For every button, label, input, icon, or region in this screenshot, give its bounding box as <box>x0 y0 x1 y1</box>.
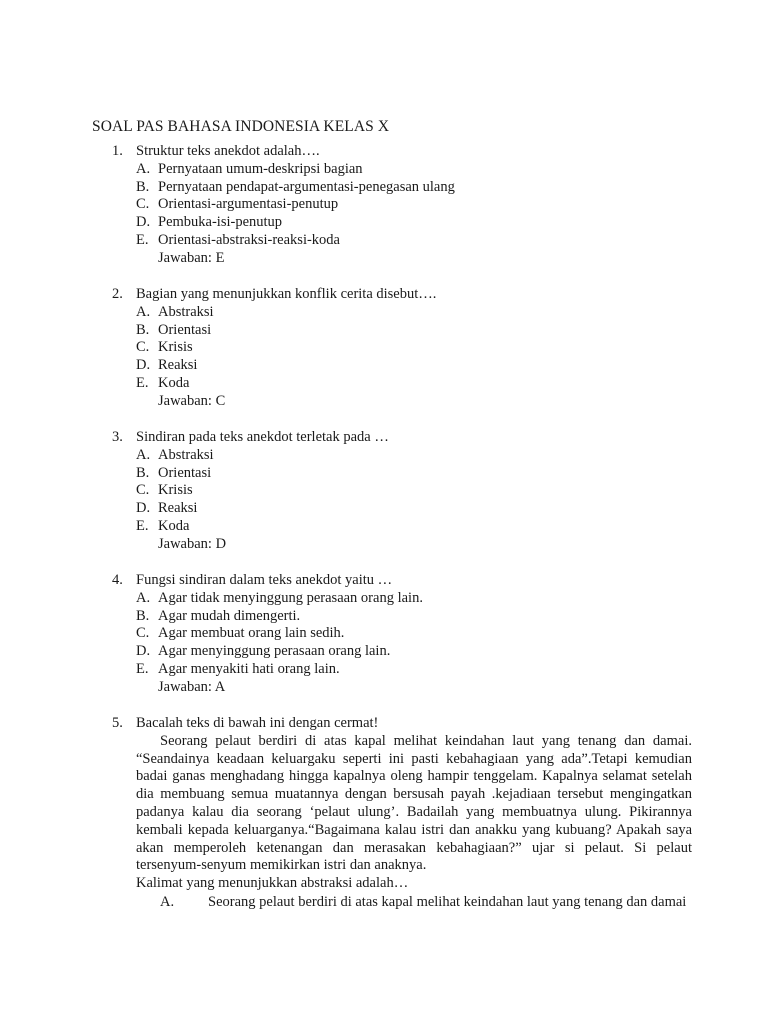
question-stem <box>112 572 692 590</box>
option-b <box>112 608 692 626</box>
option-text: Pernyataan umum-deskripsi bagian <box>158 160 363 177</box>
option-d <box>112 643 692 661</box>
answer-key: Jawaban: A <box>158 678 226 695</box>
option-e <box>112 661 692 679</box>
option-e <box>112 232 692 250</box>
option-text: Reaksi <box>158 500 198 517</box>
option-letter: C. <box>136 196 150 213</box>
option-letter: D. <box>136 500 151 517</box>
option-a <box>112 304 692 322</box>
question-number: 3. <box>112 429 123 445</box>
option-text: Krisis <box>158 482 193 499</box>
question-number: 4. <box>112 572 123 588</box>
question-number: 2. <box>112 286 123 302</box>
option-e <box>112 375 692 393</box>
question-stem <box>112 286 692 304</box>
option-text: Agar tidak menyinggung perasaan orang lain. <box>158 589 423 606</box>
option-text: Krisis <box>158 339 193 356</box>
option-letter: E. <box>136 231 149 248</box>
option-b <box>112 465 692 483</box>
option-a <box>112 894 692 912</box>
option-text: Pembuka-isi-penutup <box>158 214 283 231</box>
question-stem <box>112 143 692 161</box>
option-text: Koda <box>158 517 190 534</box>
question-text: Sindiran pada teks anekdot terletak pada … <box>136 429 389 445</box>
option-letter: A. <box>136 303 151 320</box>
question-number: 5. <box>112 715 123 731</box>
option-letter: C. <box>136 625 150 642</box>
answer-key: Jawaban: C <box>158 392 226 409</box>
option-letter: B. <box>136 464 150 481</box>
option-b <box>112 322 692 340</box>
question-stem <box>112 715 692 733</box>
question-text: Struktur teks anekdot adalah…. <box>136 143 320 159</box>
option-letter: A. <box>136 160 151 177</box>
option-d <box>112 214 692 232</box>
question-5 <box>112 715 692 912</box>
question-text: Fungsi sindiran dalam teks anekdot yaitu … <box>136 572 393 588</box>
answer-key: Jawaban: E <box>158 249 225 266</box>
reading-passage <box>112 733 692 893</box>
option-letter: B. <box>136 321 150 338</box>
option-text: Orientasi <box>158 464 212 481</box>
option-a <box>112 161 692 179</box>
option-d <box>112 500 692 518</box>
option-a <box>112 590 692 608</box>
option-text: Abstraksi <box>158 446 214 463</box>
option-text: Pernyataan pendapat-argumentasi-penegasan ulang <box>158 178 455 195</box>
question-text: Bagian yang menunjukkan konflik cerita disebut…. <box>136 286 437 302</box>
question-prompt: Kalimat yang menunjukkan abstraksi adalah… <box>136 875 409 892</box>
option-a <box>112 447 692 465</box>
option-e <box>112 518 692 536</box>
option-text: Agar mudah dimengerti. <box>158 607 301 624</box>
option-letter: A. <box>160 893 175 910</box>
option-text: Koda <box>158 374 190 391</box>
option-letter: C. <box>136 339 150 356</box>
question-stem <box>112 429 692 447</box>
option-letter: A. <box>136 589 151 606</box>
answer-key: Jawaban: D <box>158 535 227 552</box>
option-text: Agar menyakiti hati orang lain. <box>158 660 340 677</box>
option-c <box>112 482 692 500</box>
question-4 <box>112 572 692 697</box>
question-number: 1. <box>112 143 123 159</box>
option-letter: B. <box>136 607 150 624</box>
option-text: Reaksi <box>158 357 198 374</box>
option-letter: E. <box>136 660 149 677</box>
option-letter: D. <box>136 214 151 231</box>
option-c <box>112 625 692 643</box>
option-d <box>112 357 692 375</box>
option-c <box>112 196 692 214</box>
option-text: Abstraksi <box>158 303 214 320</box>
option-c <box>112 339 692 357</box>
option-letter: E. <box>136 517 149 534</box>
option-letter: C. <box>136 482 150 499</box>
option-letter: E. <box>136 374 149 391</box>
option-letter: B. <box>136 178 150 195</box>
passage-text: Seorang pelaut berdiri di atas kapal melihat keindahan laut yang tenang dan damai. “Seandainya keadaan keluargaku seperti ini pasti kebahagiaan yang ada”.Tetapi kemudian badai ganas menghadang hingga kapalnya oleng hampir tenggelam. Kapalnya selamat setelah dia membuang semua muatannya dengan bersusah payah .kejadiaan tersebut mengingatkan padanya kalau dia seorang ‘pelaut ulung’. Badailah yang membuatnya ulung. Pikirannya kembali kepada keluarganya.“Bagaimana kalau istri dan anakku yang kubuang? Apakah saya akan memperoleh ketenangan dan merasakan kebahagiaan?” ujar si pelaut. Si pelaut tersenyum-senyum memikirkan istri dan anaknya. <box>136 732 692 874</box>
option-letter: D. <box>136 643 151 660</box>
option-b <box>112 179 692 197</box>
option-text: Orientasi-abstraksi-reaksi-koda <box>158 231 340 248</box>
option-letter: D. <box>136 357 151 374</box>
question-2 <box>112 286 692 411</box>
option-text: Agar menyinggung perasaan orang lain. <box>158 643 391 660</box>
option-text: Agar membuat orang lain sedih. <box>158 625 345 642</box>
question-1 <box>112 143 692 268</box>
document-title: SOAL PAS BAHASA INDONESIA KELAS X <box>92 118 390 135</box>
option-text: Orientasi <box>158 321 212 338</box>
question-3 <box>112 429 692 554</box>
option-text: Seorang pelaut berdiri di atas kapal melihat keindahan laut yang tenang dan damai <box>208 893 687 910</box>
question-text: Bacalah teks di bawah ini dengan cermat! <box>136 715 379 731</box>
option-letter: A. <box>136 446 151 463</box>
option-text: Orientasi-argumentasi-penutup <box>158 196 339 213</box>
